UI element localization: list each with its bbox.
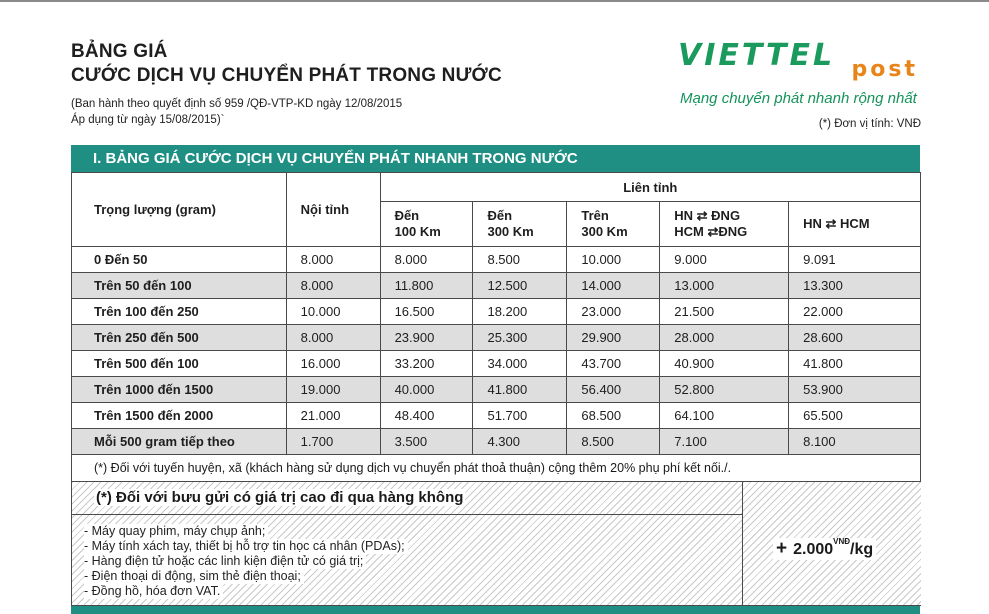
surcharge-note: (*) Đối với tuyến huyện, xã (khách hàng sử dụng dịch vụ chuyển phát thoả thuận) cộng thêm 20% phụ phí kết nối./. — [71, 454, 921, 482]
document-subtitle: CƯỚC DỊCH VỤ CHUYỂN PHÁT TRONG NƯỚC — [71, 65, 502, 86]
table-row — [72, 377, 921, 403]
price-cell: 28.600 — [789, 325, 921, 351]
price-cell: 8.000 — [380, 247, 473, 273]
table-row — [72, 273, 921, 299]
price-cell: 8.000 — [286, 273, 380, 299]
price-cell: 13.000 — [660, 273, 789, 299]
price-cell: 9.091 — [789, 247, 921, 273]
price-unit: /kg — [850, 541, 874, 558]
price-cell: 40.900 — [660, 351, 789, 377]
weight-cell: Trên 1000 đến 1500 — [72, 377, 287, 403]
weight-cell: Mỗi 500 gram tiếp theo — [72, 429, 287, 455]
price-cell: 48.400 — [380, 403, 473, 429]
list-item: - Máy quay phim, máy chụp ảnh; — [84, 524, 268, 539]
weight-cell: Trên 50 đến 100 — [72, 273, 287, 299]
price-cell: 64.100 — [660, 403, 789, 429]
weight-cell: Trên 500 đến 100 — [72, 351, 287, 377]
weight-cell: Trên 1500 đến 2000 — [72, 403, 287, 429]
price-cell: 65.500 — [789, 403, 921, 429]
price-cell: 29.900 — [567, 325, 660, 351]
price-cell: 40.000 — [380, 377, 473, 403]
price-cell: 34.000 — [473, 351, 567, 377]
price-cell: 56.400 — [567, 377, 660, 403]
header-lien-tinh: Liên tỉnh — [380, 173, 920, 202]
price-cell: 8.100 — [789, 429, 921, 455]
price-cell: 8.500 — [473, 247, 567, 273]
price-cell: 41.800 — [473, 377, 567, 403]
price-cell: 12.500 — [473, 273, 567, 299]
divider — [72, 514, 742, 515]
price-cell: 1.700 — [286, 429, 380, 455]
price-cell: 16.000 — [286, 351, 380, 377]
price-cell: 8.500 — [567, 429, 660, 455]
price-cell: 13.300 — [789, 273, 921, 299]
brand-tagline: Mạng chuyển phát nhanh rộng nhất — [680, 90, 917, 107]
price-cell: 7.100 — [660, 429, 789, 455]
price-cell: 28.000 — [660, 325, 789, 351]
price-cell: 8.000 — [286, 325, 380, 351]
price-cell: 41.800 — [789, 351, 921, 377]
weight-cell: 0 Đến 50 — [72, 247, 287, 273]
header-noi-tinh: Nội tỉnh — [286, 173, 380, 247]
header-sub-col: HN ⇄ ĐNG HCM ⇄ĐNG — [660, 202, 789, 247]
price-cell: 23.000 — [567, 299, 660, 325]
table-row — [72, 247, 921, 273]
price-cell: 51.700 — [473, 403, 567, 429]
section-title-bar: I. BẢNG GIÁ CƯỚC DỊCH VỤ CHUYỂN PHÁT NHANH TRONG NƯỚC — [71, 145, 920, 172]
table-row — [72, 325, 921, 351]
header-sub-col: Đến 300 Km — [473, 202, 567, 247]
price-cell: 4.300 — [473, 429, 567, 455]
list-item: - Đồng hồ, hóa đơn VAT. — [84, 584, 223, 599]
price-cell: 14.000 — [567, 273, 660, 299]
air-items-panel — [72, 482, 743, 605]
header-weight: Trọng lượng (gram) — [72, 173, 287, 247]
price-cell: 23.900 — [380, 325, 473, 351]
table-row — [72, 403, 921, 429]
price-value: 2.000 — [793, 541, 834, 558]
high-value-air-section — [71, 482, 921, 606]
rate-table — [71, 172, 921, 455]
header-sub-col: HN ⇄ HCM — [789, 202, 921, 247]
air-price-panel — [743, 482, 921, 605]
decision-note: (Ban hành theo quyết định số 959 /QĐ-VTP-KD ngày 12/08/2015 — [71, 98, 403, 110]
header-sub-col: Trên 300 Km — [567, 202, 660, 247]
plus-sign: + — [776, 538, 788, 559]
effective-date-note: Áp dụng từ ngày 15/08/2015)` — [71, 114, 225, 126]
table-row — [72, 299, 921, 325]
price-cell: 52.800 — [660, 377, 789, 403]
price-cell: 43.700 — [567, 351, 660, 377]
price-currency: VNĐ — [833, 537, 851, 546]
price-cell: 53.900 — [789, 377, 921, 403]
price-cell: 22.000 — [789, 299, 921, 325]
currency-unit-note: (*) Đơn vị tính: VNĐ — [818, 118, 921, 130]
document-title: BẢNG GIÁ — [71, 41, 168, 62]
price-cell: 19.000 — [286, 377, 380, 403]
list-item: - Điện thoại di động, sim thẻ điện thoại; — [84, 569, 304, 584]
air-title: (*) Đối với bưu gửi có giá trị cao đi qua hàng không — [96, 489, 464, 506]
price-cell: 21.500 — [660, 299, 789, 325]
price-cell: 18.200 — [473, 299, 567, 325]
price-cell: 10.000 — [567, 247, 660, 273]
table-row — [72, 429, 921, 455]
air-item-list — [84, 524, 408, 599]
price-cell: 10.000 — [286, 299, 380, 325]
price-cell: 16.500 — [380, 299, 473, 325]
price-cell: 9.000 — [660, 247, 789, 273]
viettel-post-logo — [678, 38, 923, 84]
price-cell: 25.300 — [473, 325, 567, 351]
air-header — [72, 482, 742, 514]
price-cell: 68.500 — [567, 403, 660, 429]
air-surcharge-price — [773, 538, 876, 560]
top-border-line — [0, 0, 989, 2]
weight-cell: Trên 100 đến 250 — [72, 299, 287, 325]
table-row — [72, 351, 921, 377]
price-cell: 21.000 — [286, 403, 380, 429]
next-section-bar — [71, 606, 920, 614]
price-cell: 8.000 — [286, 247, 380, 273]
price-cell: 3.500 — [380, 429, 473, 455]
price-cell: 11.800 — [380, 273, 473, 299]
header-sub-col: Đến 100 Km — [380, 202, 473, 247]
weight-cell: Trên 250 đến 500 — [72, 325, 287, 351]
logo-post-word: post — [851, 57, 918, 82]
list-item: - Hàng điện tử hoặc các linh kiện điện tử có giá trị; — [84, 554, 366, 569]
logo-viettel-word: VIETTEL — [678, 38, 836, 73]
list-item: - Máy tính xách tay, thiết bị hỗ trợ tin học cá nhân (PDAs); — [84, 539, 408, 554]
price-cell: 33.200 — [380, 351, 473, 377]
